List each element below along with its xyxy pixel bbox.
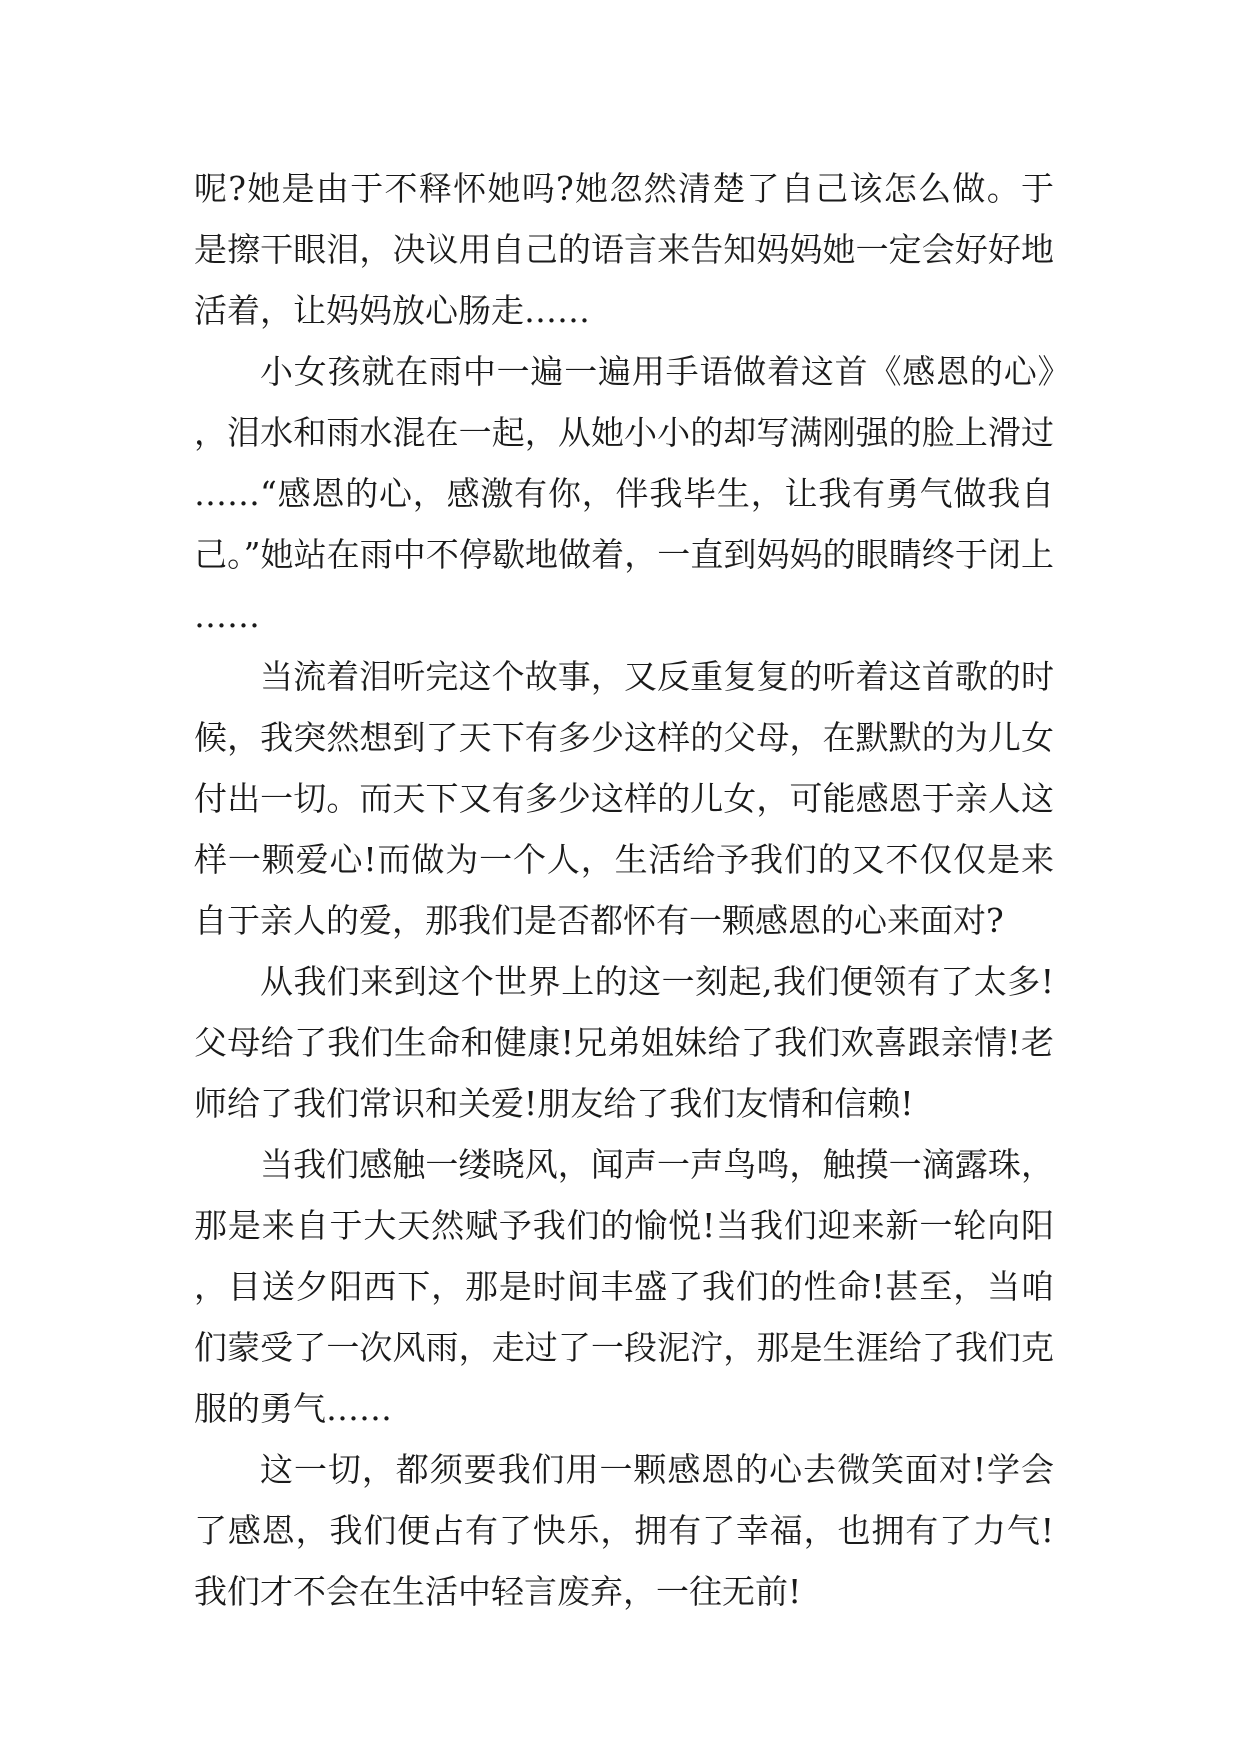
- document-body: [194, 158, 1054, 1622]
- paragraph-5: 当我们感触一缕晓风，闻声一声鸟鸣，触摸一滴露珠，那是来自于大天然赋予我们的愉悦!当我们迎来新一轮向阳，目送夕阳西下，那是时间丰盛了我们的性命!甚至，当咱们蒙受了一次风雨，走过了一段泥泞，那是生涯给了我们克服的勇气……: [194, 1145, 1054, 1428]
- paragraph-3: 当流着泪听完这个故事，又反重复复的听着这首歌的时候，我突然想到了天下有多少这样的父母，在默默的为儿女付出一切。而天下又有多少这样的儿女，可能感恩于亲人这样一颗爱心!而做为一个人，生活给予我们的又不仅仅是来自于亲人的爱，那我们是否都怀有一颗感恩的心来面对?: [194, 657, 1054, 940]
- paragraph-4: 从我们来到这个世界上的这一刻起,我们便领有了太多!父母给了我们生命和健康!兄弟姐妹给了我们欢喜跟亲情!老师给了我们常识和关爱!朋友给了我们友情和信赖!: [194, 962, 1054, 1123]
- paragraph-1: 呢?她是由于不释怀她吗?她忽然清楚了自己该怎么做。于是擦干眼泪，决议用自己的语言来告知妈妈她一定会好好地活着，让妈妈放心肠走……: [194, 169, 1054, 330]
- paragraph-6: 这一切，都须要我们用一颗感恩的心去微笑面对!学会了感恩，我们便占有了快乐，拥有了幸福，也拥有了力气!我们才不会在生活中轻言废弃，一往无前!: [194, 1450, 1054, 1611]
- paragraph-2: 小女孩就在雨中一遍一遍用手语做着这首《感恩的心》，泪水和雨水混在一起，从她小小的却写满刚强的脸上滑过……“感恩的心，感激有你，伴我毕生，让我有勇气做我自己。”她站在雨中不停歇地做着，一直到妈妈的眼睛终于闭上……: [194, 352, 1054, 635]
